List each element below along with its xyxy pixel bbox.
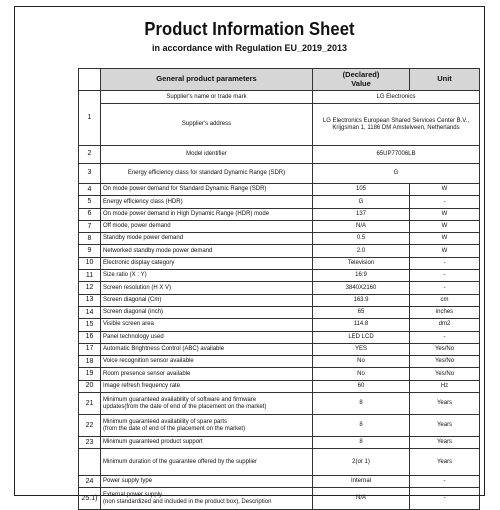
value-cell: G bbox=[313, 164, 480, 184]
unit-cell: Years bbox=[410, 437, 480, 449]
row-number: 3 bbox=[79, 164, 101, 184]
value-cell: 65UP77006LB bbox=[313, 146, 480, 164]
value-cell: LG Electronics European Shared Services Center B.V., Krijgsman 1, 1186 DM Amstelveen, Netherlands bbox=[313, 104, 480, 146]
unit-cell: cm bbox=[410, 294, 480, 306]
value-cell: 0.5 bbox=[313, 233, 410, 245]
value-cell: YES bbox=[313, 343, 410, 355]
unit-cell: Yes/No bbox=[410, 356, 480, 368]
param-cell: Networked standby mode power demand bbox=[101, 245, 313, 257]
value-cell: N/A bbox=[313, 220, 410, 232]
unit-cell: - bbox=[410, 196, 480, 208]
product-parameters-table bbox=[78, 68, 480, 510]
table-row bbox=[79, 319, 480, 331]
row-number: 20 bbox=[79, 380, 101, 392]
param-cell: Energy efficiency class for standard Dynamic Range (SDR) bbox=[101, 164, 313, 184]
value-cell: 114.8 bbox=[313, 319, 410, 331]
header-unit: Unit bbox=[410, 69, 480, 91]
table-row bbox=[79, 164, 480, 184]
unit-cell: - bbox=[410, 282, 480, 294]
unit-cell: - bbox=[410, 488, 480, 510]
param-cell bbox=[101, 415, 313, 437]
param-cell: Screen resolution (H X V) bbox=[101, 282, 313, 294]
header-value bbox=[313, 69, 410, 91]
value-cell: No bbox=[313, 368, 410, 380]
header-param: General product parameters bbox=[101, 69, 313, 91]
unit-cell: - bbox=[410, 476, 480, 488]
param-cell: Screen diagonal (inch) bbox=[101, 306, 313, 318]
table-row bbox=[79, 233, 480, 245]
simple-rows bbox=[79, 184, 480, 393]
row-number: 9 bbox=[79, 245, 101, 257]
value-cell: LG Electronics bbox=[313, 91, 480, 104]
param-cell: Visible screen area bbox=[101, 319, 313, 331]
header-value-line2: Value bbox=[351, 78, 371, 88]
table-header-row bbox=[79, 69, 480, 91]
row-number: 8 bbox=[79, 233, 101, 245]
unit-cell: - bbox=[410, 331, 480, 343]
row-number: 1 bbox=[79, 91, 101, 146]
row-number: 19 bbox=[79, 368, 101, 380]
unit-cell: W bbox=[410, 233, 480, 245]
row-number: 21 bbox=[79, 393, 101, 415]
unit-cell: W bbox=[410, 208, 480, 220]
row-number: 18 bbox=[79, 356, 101, 368]
table-row bbox=[79, 393, 480, 415]
param-line1: Minimum guaranteed availability of spare parts bbox=[103, 418, 228, 425]
param-cell: Image refresh frequency rate bbox=[101, 380, 313, 392]
param-cell: Standby mode power demand bbox=[101, 233, 313, 245]
row-number: 4 bbox=[79, 184, 101, 196]
param-cell: Room presence sensor available bbox=[101, 368, 313, 380]
page-subtitle: in accordance with Regulation EU_2019_2013 bbox=[151, 43, 348, 53]
value-cell: 2(or 1) bbox=[313, 449, 410, 476]
value-cell: Television bbox=[313, 257, 410, 269]
table-row bbox=[79, 437, 480, 449]
value-cell: 3840X2160 bbox=[313, 282, 410, 294]
table-row bbox=[79, 184, 480, 196]
row-number: 17 bbox=[79, 343, 101, 355]
table-row bbox=[79, 306, 480, 318]
value-cell: 65 bbox=[313, 306, 410, 318]
value-cell: 60 bbox=[313, 380, 410, 392]
table-row bbox=[79, 356, 480, 368]
table-row bbox=[79, 331, 480, 343]
unit-cell: Yes/No bbox=[410, 368, 480, 380]
header-value-line1: (Declared) bbox=[342, 69, 380, 79]
unit-cell: - bbox=[410, 270, 480, 282]
param-cell: Electronic display category bbox=[101, 257, 313, 269]
unit-cell: Years bbox=[410, 393, 480, 415]
table-row bbox=[79, 449, 480, 476]
table-row bbox=[79, 488, 480, 510]
param-cell: Panel technology used bbox=[101, 331, 313, 343]
value-cell: 8 bbox=[313, 437, 410, 449]
param-line1: Minimum guaranteed availability of software and firmware bbox=[103, 396, 257, 403]
unit-cell: Years bbox=[410, 449, 480, 476]
param-cell: Size ratio (X : Y) bbox=[101, 270, 313, 282]
row-number: 14 bbox=[79, 306, 101, 318]
param-cell: Screen diagonal (Cm) bbox=[101, 294, 313, 306]
row-number: 10 bbox=[79, 257, 101, 269]
param-cell: On mode power demand for Standard Dynamic Range (SDR) bbox=[101, 184, 313, 196]
unit-cell: Yes/No bbox=[410, 343, 480, 355]
page-title: Product Information Sheet bbox=[144, 19, 355, 39]
table-row bbox=[79, 368, 480, 380]
table-row bbox=[79, 415, 480, 437]
table-row bbox=[79, 380, 480, 392]
value-cell: 8 bbox=[313, 415, 410, 437]
param-line2: updates(from the date of end of the placement on the market) bbox=[103, 403, 267, 410]
row-number: 7 bbox=[79, 220, 101, 232]
table-row bbox=[79, 208, 480, 220]
table-row bbox=[79, 245, 480, 257]
value-cell: LED LCD bbox=[313, 331, 410, 343]
value-cell: G bbox=[313, 196, 410, 208]
unit-cell: inches bbox=[410, 306, 480, 318]
value-cell: 16:9 bbox=[313, 270, 410, 282]
table-row bbox=[79, 146, 480, 164]
table-row bbox=[79, 270, 480, 282]
row-number: 24 bbox=[79, 476, 101, 488]
row-number: 15 bbox=[79, 319, 101, 331]
row-number: 11 bbox=[79, 270, 101, 282]
unit-cell: Years bbox=[410, 415, 480, 437]
param-cell: Supplier's name or trade mark bbox=[101, 91, 313, 104]
row-number: 23 bbox=[79, 437, 101, 449]
param-cell bbox=[101, 393, 313, 415]
unit-cell: W bbox=[410, 184, 480, 196]
param-cell bbox=[101, 488, 313, 510]
value-cell: 2.0 bbox=[313, 245, 410, 257]
table-row bbox=[79, 104, 480, 146]
param-cell: Power supply type bbox=[101, 476, 313, 488]
param-cell: Automatic Brightness Control (ABC) available bbox=[101, 343, 313, 355]
param-cell: Supplier's address bbox=[101, 104, 313, 146]
row-number: 16 bbox=[79, 331, 101, 343]
table-row bbox=[79, 220, 480, 232]
param-line2: (non standardized and included in the product box), Description bbox=[103, 498, 272, 505]
param-line2: (from the date of end of the placement on the market) bbox=[103, 425, 246, 432]
table-row bbox=[79, 476, 480, 488]
param-cell: Model identifier bbox=[101, 146, 313, 164]
unit-cell: Hz bbox=[410, 380, 480, 392]
value-cell: No bbox=[313, 356, 410, 368]
table-row bbox=[79, 343, 480, 355]
row-number: 5 bbox=[79, 196, 101, 208]
unit-cell: W bbox=[410, 245, 480, 257]
table-row bbox=[79, 294, 480, 306]
param-cell: Minimum guaranteed product support bbox=[101, 437, 313, 449]
table-row bbox=[79, 282, 480, 294]
table-row bbox=[79, 196, 480, 208]
row-number: 6 bbox=[79, 208, 101, 220]
value-cell: 8 bbox=[313, 393, 410, 415]
param-cell: Off mode, power demand bbox=[101, 220, 313, 232]
header-number-cell bbox=[79, 69, 101, 91]
value-cell: 137 bbox=[313, 208, 410, 220]
table-row bbox=[79, 257, 480, 269]
unit-cell: - bbox=[410, 257, 480, 269]
row-number: 13 bbox=[79, 294, 101, 306]
unit-cell: W bbox=[410, 220, 480, 232]
param-cell: Minimum duration of the guarantee offered by the supplier bbox=[101, 449, 313, 476]
row-number: 25.1) bbox=[79, 488, 101, 510]
unit-cell: dm2 bbox=[410, 319, 480, 331]
row-number bbox=[79, 449, 101, 476]
value-cell: 105 bbox=[313, 184, 410, 196]
row-number: 22 bbox=[79, 415, 101, 437]
row-number: 2 bbox=[79, 146, 101, 164]
value-cell: 163.9 bbox=[313, 294, 410, 306]
param-cell: Energy efficiency class (HDR) bbox=[101, 196, 313, 208]
table-row bbox=[79, 91, 480, 104]
row-number: 12 bbox=[79, 282, 101, 294]
param-cell: Voice recognition sensor available bbox=[101, 356, 313, 368]
param-cell: On mode power demand in High Dynamic Range (HDR) mode bbox=[101, 208, 313, 220]
value-cell: Internal bbox=[313, 476, 410, 488]
value-cell: N/A bbox=[313, 488, 410, 510]
param-line1: External power supply bbox=[103, 491, 163, 498]
